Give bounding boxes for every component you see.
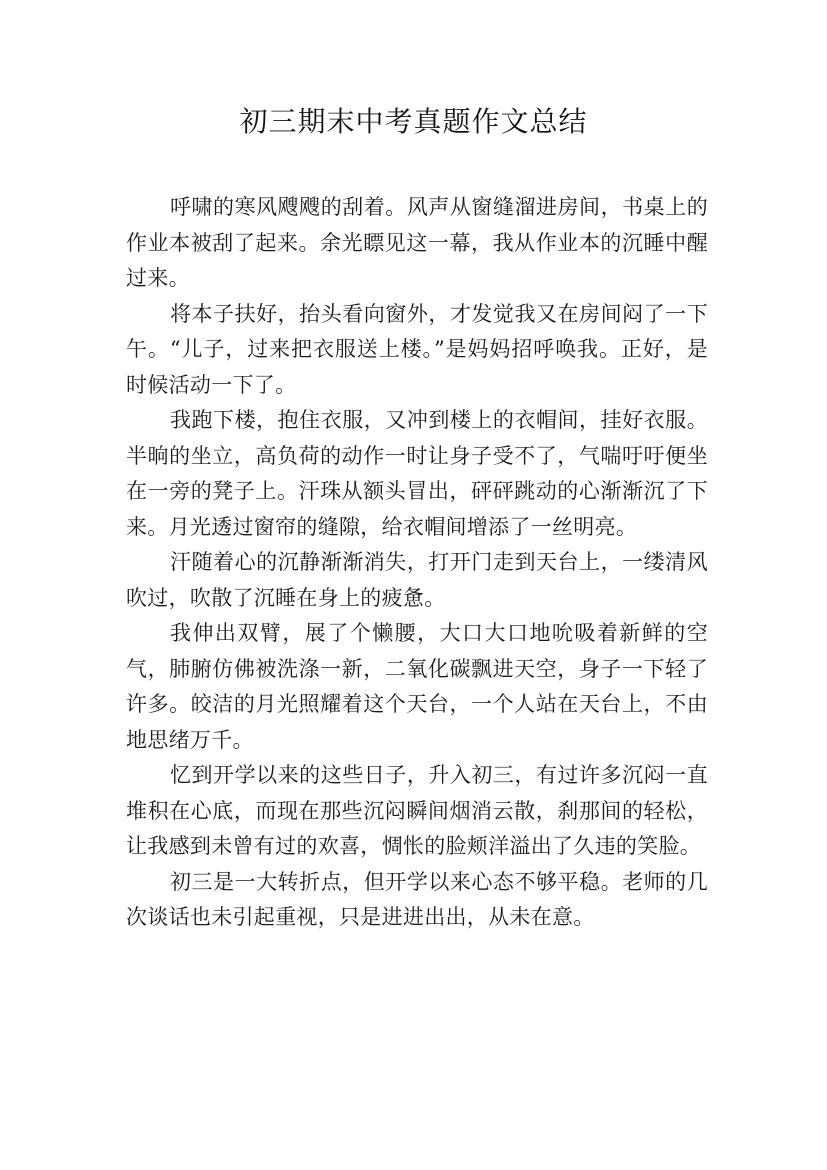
paragraph-5: 我伸出双臂，展了个懒腰，大口大口地吮吸着新鲜的空气，肺腑仿佛被洗涤一新，二氧化碳飘进天空，身子一下轻了许多。皎洁的月光照耀着这个天台，一个人站在天台上，不由地思绪万千。 [126, 621, 708, 752]
paragraph-3: 我跑下楼，抱住衣服，又冲到楼上的衣帽间，挂好衣服。半晌的坐立，高负荷的动作一时让身子受不了，气喘吁吁便坐在一旁的凳子上。汗珠从额头冒出，砰砰跳动的心渐渐沉了下来。月光透过窗帘的缝隙，给衣帽间增添了一丝明亮。 [126, 408, 708, 539]
paragraph-1: 呼啸的寒风飕飕的刮着。风声从窗缝溜进房间，书桌上的作业本被刮了起来。余光瞟见这一幕，我从作业本的沉睡中醒过来。 [126, 195, 708, 290]
paragraph-4: 汗随着心的沉静渐渐消失，打开门走到天台上，一缕清风吹过，吹散了沉睡在身上的疲惫。 [126, 550, 708, 610]
paragraph-6: 忆到开学以来的这些日子，升入初三，有过许多沉闷一直堆积在心底，而现在那些沉闷瞬间烟消云散，刹那间的轻松，让我感到未曾有过的欢喜，惆怅的脸颊洋溢出了久违的笑脸。 [126, 763, 708, 858]
document-body [126, 190, 708, 936]
paragraph-2: 将本子扶好，抬头看向窗外，才发觉我又在房间闷了一下午。“儿子，过来把衣服送上楼。”是妈妈招呼唤我。正好，是时候活动一下了。 [126, 301, 708, 397]
paragraph-7: 初三是一大转折点，但开学以来心态不够平稳。老师的几次谈话也未引起重视，只是进进出出，从未在意。 [126, 869, 708, 929]
document-title: 初三期末中考真题作文总结 [239, 105, 588, 138]
